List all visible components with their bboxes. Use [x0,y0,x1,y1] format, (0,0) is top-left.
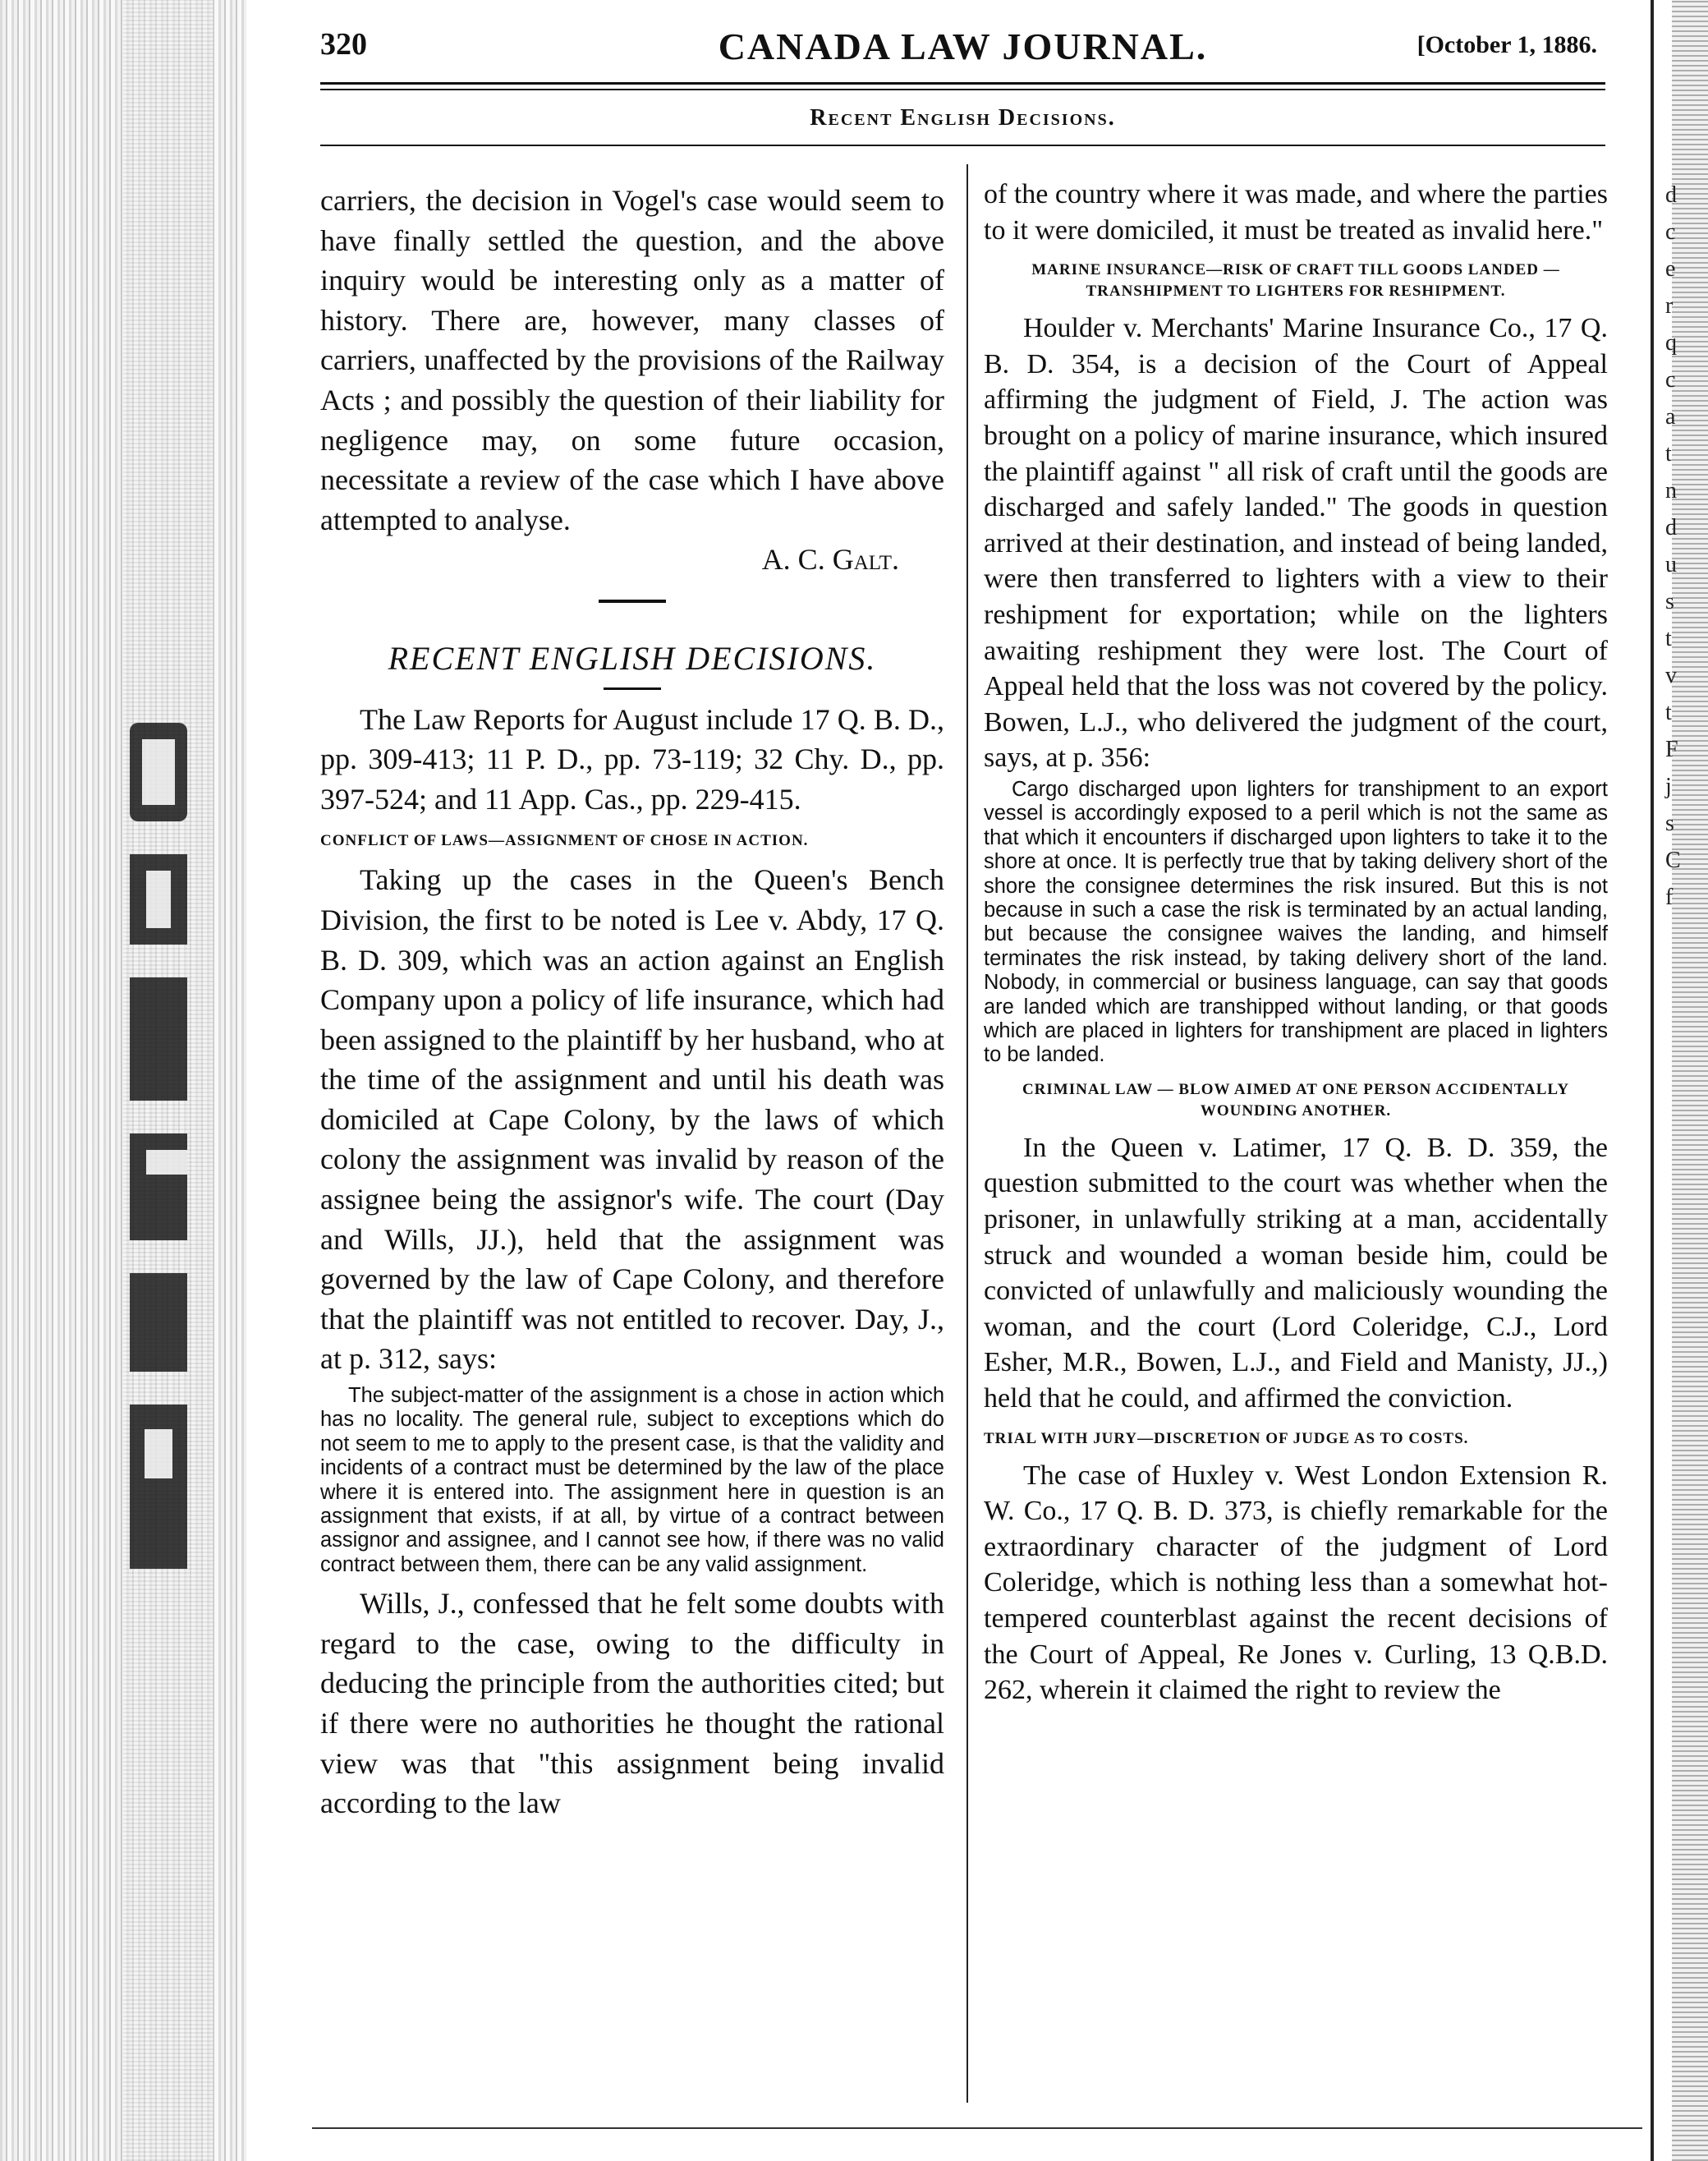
page-number: 320 [320,27,367,62]
case-subheading: TRIAL WITH JURY—DISCRETION OF JUDGE AS TO COSTS. [984,1429,1469,1447]
running-head: Recent English Decisions. [810,105,1116,131]
block-quote: The subject-matter of the assignment is a chose in action which has no locality. The general rule, subject to exceptions which do not seem to me to apply to the present case, is that the validity and incidents of a contract must be determined by the law of the place where it is entered into. The assignment here in question is an assignment that exists, if at all, by virtue of a contract between assignor and assignee, and I cannot see how, if there was no valid contract between them, there can be any valid assignment. [320,1384,944,1576]
paragraph: The case of Huxley v. West London Extension R. W. Co., 17 Q. B. D. 373, is chiefly remarkable for the extraordinary character of the judgment of Lord Coleridge, which is nothing less than a somewhat hot-tempered counterblast against the recent decisions of the Court of Appeal, Re Jones v. Curling, 13 Q.B.D. 262, wherein it claimed the right to review the [984,1460,1608,1706]
paragraph: Taking up the cases in the Queen's Bench Division, the first to be noted is Lee v. Abdy, 17 Q. B. D. 309, which was an action against an English Company upon a policy of life insurance, which had been assigned to the plaintiff by her husband, who at the time of the assignment and until his death was domiciled at Cape Colony, by the laws of which colony the assignment was invalid by reason of the assignee being the assignor's wife. The court (Day and Wills, JJ.), held that the assignment was governed by the law of Cape Colony, and therefore that the plaintiff was not entitled to recover. Day, J., at p. 312, says: [320,863,944,1376]
block-quote: Cargo discharged upon lighters for transhipment to an export vessel is accordingly exposed to a peril which is not the same as that which it encounters if discharged upon lighters to take it to the shore at once. It is perfectly true that by taking delivery short of the shore the consignee determines the risk insured. But this is not because in such a case the risk is terminated by an actual landing, but because the consignee waives the landing, and himself terminates the risk instead, by taking delivery short of the land. Nobody, in commercial or business language, can say that goods are landed which are transhipped without landing, or that goods which are placed in lighters for transhipment are placed in lighters to be landed. [984,777,1608,1067]
right-column [984,177,1608,1708]
paragraph: The Law Reports for August include 17 Q. B. D., pp. 309-413; 11 P. D., pp. 73-119; 32 Chy. D., pp. 397-524; and 11 App. Cas., pp. 229-415. [320,702,944,816]
page-header [320,25,1605,74]
left-column [320,181,944,1823]
paragraph: of the country where it was made, and where the parties to it were domiciled, it must be treated as invalid here." [984,179,1608,246]
issue-date: [October 1, 1886. [1416,31,1597,58]
column-divider [966,164,968,2103]
paragraph: carriers, the decision in Vogel's case would seem to have finally settled the question, and the above inquiry would be interesting only as a matter of history. There are, however, many classes of carriers, unaffected by the provisions of the Railway Acts ; and possibly the question of their liability for negligence may, on some future occasion, necessitate a review of the case which I have above attempted to analyse. [320,184,944,536]
case-subheading: CONFLICT OF LAWS—ASSIGNMENT OF CHOSE IN ACTION. [320,832,809,850]
case-subheading: MARINE INSURANCE—RISK OF CRAFT TILL GOODS LANDED —TRANSHIPMENT TO LIGHTERS FOR RESHIPMENT. [1031,261,1560,301]
journal-title: CANADA LAW JOURNAL. [718,25,1208,67]
article-title: RECENT ENGLISH DECISIONS. [388,639,877,677]
running-head-rule [320,145,1605,146]
page-bottom-edge [312,2127,1642,2129]
paragraph: Houlder v. Merchants' Marine Insurance Co., 17 Q. B. D. 354, is a decision of the Court of Appeal affirming the judgment of Field, J. The action was brought on a policy of marine insurance, which insured the plaintiff against " all risk of craft until the goods are discharged and safely landed." The goods in question arrived at their destination, and instead of being landed, were then transferred to lighters with a view to their reshipment for exportation; while on the lighters awaiting reshipment they were lost. The Court of Appeal held that the loss was not covered by the policy. Bowen, L.J., who delivered the judgment of the court, says, at p. 356: [984,313,1608,774]
header-rule-top [320,82,1605,85]
header-rule-bottom [320,89,1605,90]
divider [599,600,666,603]
paragraph: In the Queen v. Latimer, 17 Q. B. D. 359, the question submitted to the court was whether when the prisoner, in unlawfully striking at a man, accidentally struck and wounded a woman beside him, could be convicted of unlawfully and maliciously wounding the woman, and the court (Lord Coleridge, C.J., Lord Esher, M.R., Bowen, L.J., and Field and Manisty, JJ.,) held that he could, and affirmed the conviction. [984,1132,1608,1414]
adjacent-page-fragment: d c e r q c a t n d u s t v t F j s C f [1665,182,1681,910]
adjacent-page-edge [1651,0,1654,2161]
case-subheading: CRIMINAL LAW — BLOW AIMED AT ONE PERSON ACCIDENTALLY WOUNDING ANOTHER. [1022,1080,1570,1120]
paragraph: Wills, J., confessed that he felt some doubts with regard to the case, owing to the difficulty in deducing the principle from the authorities cited; but if there were no authorities he thought the rational view was that "this assignment being invalid according to the law [320,1587,944,1820]
divider [604,687,661,690]
author-signature: A. C. Galt. [761,543,899,577]
library-stamp-image [97,723,220,1585]
